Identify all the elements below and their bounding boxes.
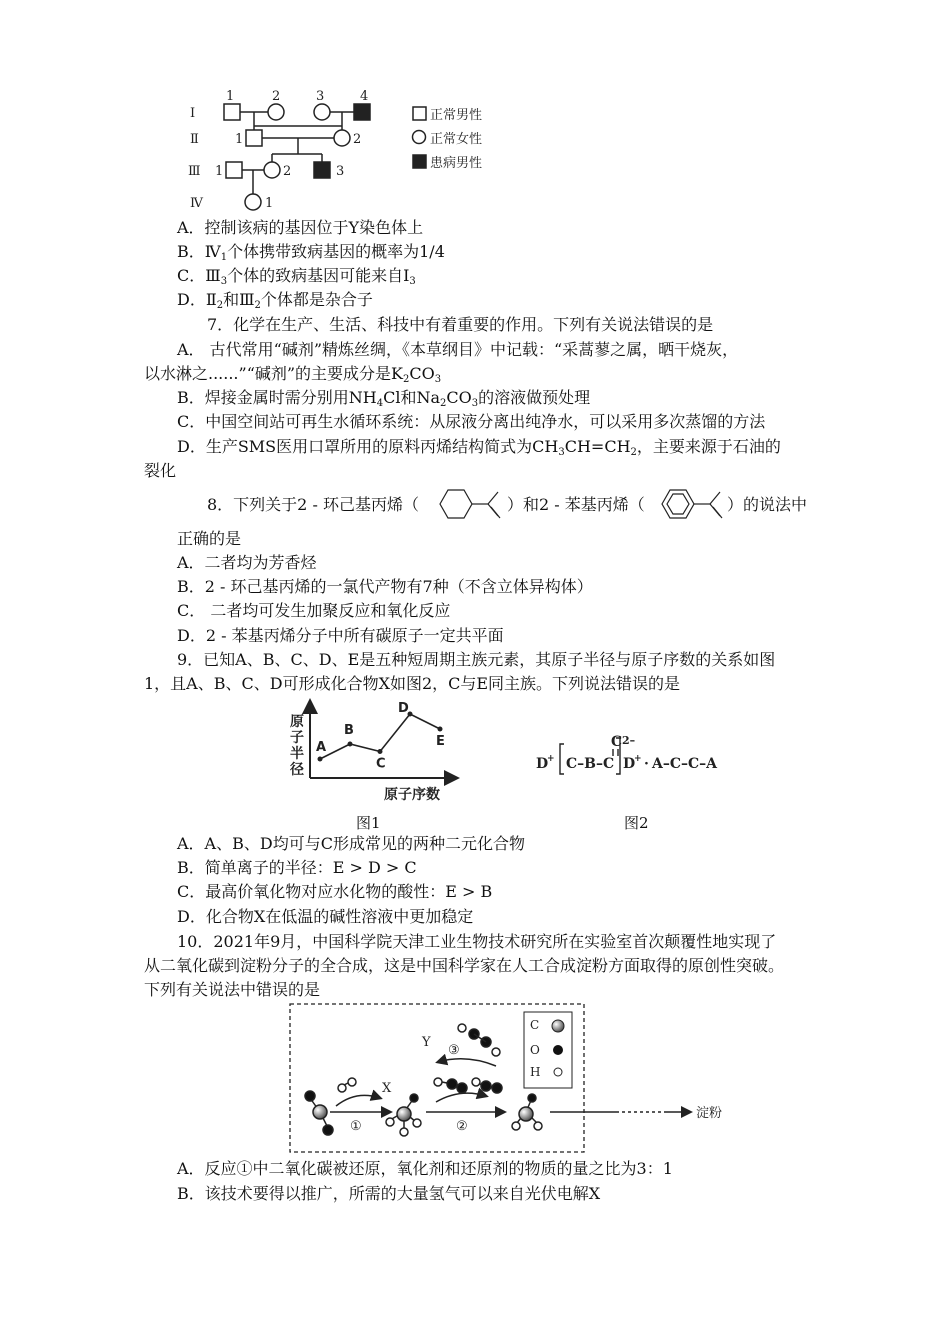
q8-option-d: D．2 - 苯基丙烯分子中所有碳原子一定共平面 bbox=[177, 626, 504, 645]
num: 1 bbox=[215, 164, 224, 179]
num: 4 bbox=[360, 89, 369, 104]
fig1-chart bbox=[280, 696, 470, 808]
q7-option-a-line2: 以水淋之......”“碱剂”的主要成分是$K_2CO_3$ bbox=[144, 364, 442, 385]
label-y: Y bbox=[422, 1035, 431, 1050]
fig1-caption: 图1 bbox=[356, 814, 381, 832]
fig1-point-label: A bbox=[316, 740, 327, 755]
fig1-ylabel-char: 子 bbox=[290, 730, 304, 746]
q8-stem-part2: ）和2 - 苯基丙烯（ bbox=[507, 495, 645, 514]
q7-option-d-line1: D．生产SMS医用口罩所用的原料丙烯结构简式为$CH_3CH=CH_2$，主要来源于石油的 bbox=[177, 437, 781, 458]
pedigree-III2 bbox=[264, 162, 280, 178]
q6-option-c: C．$Ⅲ_3$个体的致病基因可能来自$Ⅰ_3$ bbox=[177, 266, 416, 287]
svg-text:D: D bbox=[623, 756, 636, 772]
num: 2 bbox=[353, 132, 362, 147]
legend-normal-male: 正常男性 bbox=[430, 108, 483, 123]
fig1-point-label: D bbox=[398, 701, 409, 716]
q9-option-c: C．最高价氧化物对应水化物的酸性：E > B bbox=[177, 882, 493, 901]
phenylpropene-structure bbox=[654, 484, 734, 524]
num: 1 bbox=[265, 196, 274, 211]
q6-option-a: A．控制该病的基因位于Y染色体上 bbox=[177, 218, 424, 237]
gen-label-III: Ⅲ bbox=[188, 164, 201, 179]
q9-option-a: A．A、B、D均可与C形成常见的两种二元化合物 bbox=[177, 834, 525, 853]
q6-option-d: D．$Ⅱ_2$和$Ⅲ_2$个体都是杂合子 bbox=[177, 290, 373, 311]
fig1-ylabel-char: 原 bbox=[290, 714, 304, 730]
pedigree-I4 bbox=[354, 104, 370, 120]
gen-label-IV: Ⅳ bbox=[190, 196, 203, 211]
svg-text:D: D bbox=[536, 756, 549, 772]
q9-stem-line1: 9．已知A、B、C、D、E是五种短周期主族元素，其原子半径与原子序数的关系如图 bbox=[177, 650, 776, 669]
pedigree-chart bbox=[180, 86, 510, 216]
label-x: X bbox=[382, 1081, 392, 1096]
q8-option-b: B．2 - 环己基丙烯的一氯代产物有7种（不含立体异构体） bbox=[177, 577, 593, 596]
num: 1 bbox=[235, 132, 244, 147]
cyclohexylpropene-structure bbox=[432, 484, 512, 524]
label-r2: ② bbox=[456, 1119, 468, 1134]
q7-option-a-line1: A． 古代常用“碱剂”精炼丝绸，《本草纲目》中记载：“采蒿蓼之属，晒干烧灰， bbox=[177, 340, 739, 359]
num: 2 bbox=[283, 164, 292, 179]
q10-option-a: A．反应①中二氧化碳被还原，氧化剂和还原剂的物质的量之比为3：1 bbox=[177, 1159, 673, 1178]
q9-stem-line2: 1，且A、B、C、D可形成化合物X如图2，C与E同主族。下列说法错误的是 bbox=[144, 674, 681, 693]
q10-stem-line3: 下列有关说法中错误的是 bbox=[144, 980, 321, 999]
pedigree-I2 bbox=[268, 104, 284, 120]
q6-option-b: B．$Ⅳ_1$个体携带致病基因的概率为1/4 bbox=[177, 242, 445, 263]
q8-option-c: C． 二者均可发生加聚反应和氧化反应 bbox=[177, 601, 451, 620]
starch-synthesis-diagram bbox=[286, 1002, 736, 1156]
q10-stem-line1: 10．2021年9月，中国科学院天津工业生物技术研究所在实验室首次颠覆性地实现了 bbox=[177, 932, 777, 951]
svg-text:·: · bbox=[644, 756, 649, 772]
pedigree-III1 bbox=[226, 162, 242, 178]
fig1-point-E bbox=[438, 727, 443, 732]
q7-option-c: C．中国空间站可再生水循环系统：从尿液分离出纯净水，可以采用多次蒸馏的方法 bbox=[177, 412, 766, 431]
fig1-ylabel-char: 半 bbox=[290, 746, 304, 762]
legend-h: H bbox=[530, 1065, 541, 1079]
fig1-point-C bbox=[378, 749, 383, 754]
pedigree-III3 bbox=[314, 162, 330, 178]
legend-affected-male: 患病男性 bbox=[430, 156, 483, 171]
gen-label-I: Ⅰ bbox=[190, 106, 196, 121]
svg-text:+: + bbox=[547, 754, 555, 764]
fig1-point-label: B bbox=[344, 723, 354, 738]
fig1-point-label: C bbox=[376, 756, 386, 772]
pedigree-I3 bbox=[314, 104, 330, 120]
q10-stem-line2: 从二氧化碳到淀粉分子的全合成，这是中国科学家在人工合成淀粉方面取得的原创性突破。 bbox=[144, 956, 785, 975]
fig1-point-B bbox=[348, 742, 353, 747]
gen-label-II: Ⅱ bbox=[190, 132, 199, 147]
q8-option-a: A．二者均为芳香烃 bbox=[177, 553, 317, 572]
q8-stem-part3: ）的说法中 bbox=[727, 495, 808, 514]
q10-option-b: B．该技术要得以推广，所需的大量氢气可以来自光伏电解X bbox=[177, 1184, 601, 1203]
q8-stem-part4: 正确的是 bbox=[177, 529, 242, 548]
num: 3 bbox=[336, 164, 345, 179]
label-r1: ① bbox=[350, 1119, 362, 1134]
fig2-caption: 图2 bbox=[624, 814, 649, 832]
legend-c: C bbox=[530, 1018, 540, 1032]
q7-stem: 7．化学在生产、生活、科技中有着重要的作用。下列有关说法错误的是 bbox=[207, 315, 714, 334]
q8-stem-part1: 8．下列关于2 - 环己基丙烯（ bbox=[207, 495, 419, 514]
fig1-xlabel: 原子序数 bbox=[384, 787, 440, 803]
q7-option-b: B．焊接金属时需分别用$NH_4Cl$和$Na_2CO_3$的溶液做预处理 bbox=[177, 388, 591, 409]
pedigree-I1 bbox=[224, 104, 240, 120]
q9-option-b: B．简单离子的半径：E > D > C bbox=[177, 858, 417, 877]
label-r3: ③ bbox=[448, 1043, 460, 1058]
num: 3 bbox=[316, 89, 325, 104]
fig1-point-A bbox=[318, 757, 323, 762]
svg-text:C: C bbox=[611, 734, 623, 750]
svg-text:2–: 2– bbox=[622, 734, 636, 747]
legend-normal-female: 正常女性 bbox=[430, 132, 483, 147]
fig2-structure bbox=[530, 726, 750, 788]
legend-o: O bbox=[530, 1043, 540, 1057]
svg-text:C–B–C: C–B–C bbox=[566, 756, 615, 772]
svg-text:A–C–C–A: A–C–C–A bbox=[652, 756, 718, 772]
pedigree-IV1 bbox=[245, 194, 261, 210]
svg-text:+: + bbox=[634, 754, 642, 764]
label-starch: 淀粉 bbox=[696, 1106, 723, 1121]
q7-option-d-line2: 裂化 bbox=[144, 461, 177, 480]
q9-option-d: D．化合物X在低温的碱性溶液中更加稳定 bbox=[177, 907, 474, 926]
pedigree-II1 bbox=[246, 130, 262, 146]
pedigree-II2 bbox=[334, 130, 350, 146]
num: 2 bbox=[272, 89, 281, 104]
fig1-point-label: E bbox=[436, 734, 445, 749]
fig1-ylabel-char: 径 bbox=[290, 762, 304, 778]
num: 1 bbox=[226, 89, 235, 104]
